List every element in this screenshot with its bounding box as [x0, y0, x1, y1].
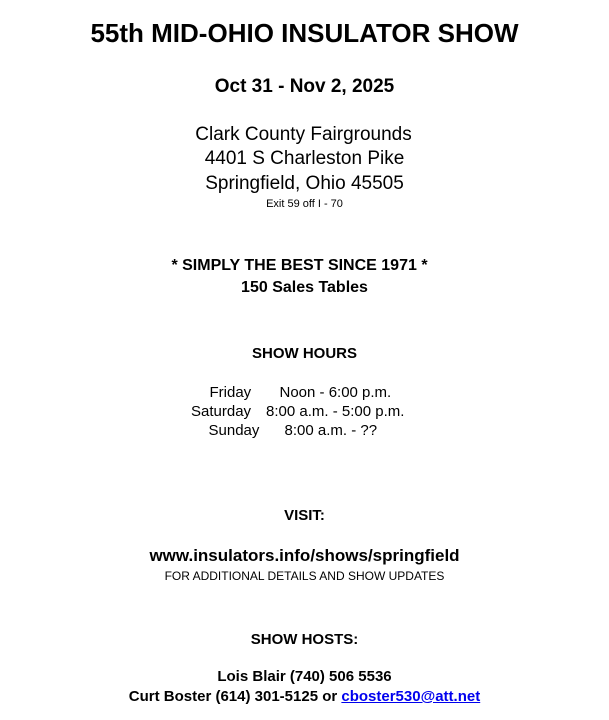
host-lois-blair: Lois Blair (740) 506 5536	[217, 668, 392, 685]
venue-name: Clark County Fairgrounds	[195, 124, 412, 145]
host2-details: Curt Boster (614) 301-5125 or	[128, 688, 342, 705]
show-dates: Oct 31 - Nov 2, 2025	[214, 76, 395, 97]
hours-day: Saturday	[191, 403, 252, 420]
website-link[interactable]: www.insulators.info/shows/springfield	[149, 546, 460, 565]
hours-time: Noon - 6:00 p.m.	[279, 384, 392, 401]
hours-time: 8:00 a.m. - 5:00 p.m.	[266, 403, 405, 420]
host-curt-boster	[0, 688, 609, 705]
tagline: * SIMPLY THE BEST SINCE 1971 *	[171, 257, 428, 274]
venue-exit: Exit 59 off I - 70	[266, 198, 343, 210]
email-link[interactable]: cboster530@att.net	[341, 688, 481, 705]
show-title: 55th MID-OHIO INSULATOR SHOW	[90, 18, 519, 48]
hours-time: 8:00 a.m. - ??	[284, 422, 378, 439]
hours-day: Friday	[209, 384, 252, 401]
show-hours-heading: SHOW HOURS	[252, 345, 357, 362]
hours-row-sunday	[0, 422, 609, 439]
venue-city: Springfield, Ohio 45505	[205, 173, 404, 194]
additional-details-note: FOR ADDITIONAL DETAILS AND SHOW UPDATES	[164, 569, 445, 583]
hours-day: Sunday	[208, 422, 260, 439]
visit-heading: VISIT:	[284, 507, 325, 524]
hours-row-saturday	[0, 403, 609, 420]
sales-tables: 150 Sales Tables	[241, 279, 368, 296]
venue-street: 4401 S Charleston Pike	[204, 148, 405, 169]
hours-row-friday	[0, 384, 609, 401]
show-hosts-heading: SHOW HOSTS:	[250, 631, 359, 648]
